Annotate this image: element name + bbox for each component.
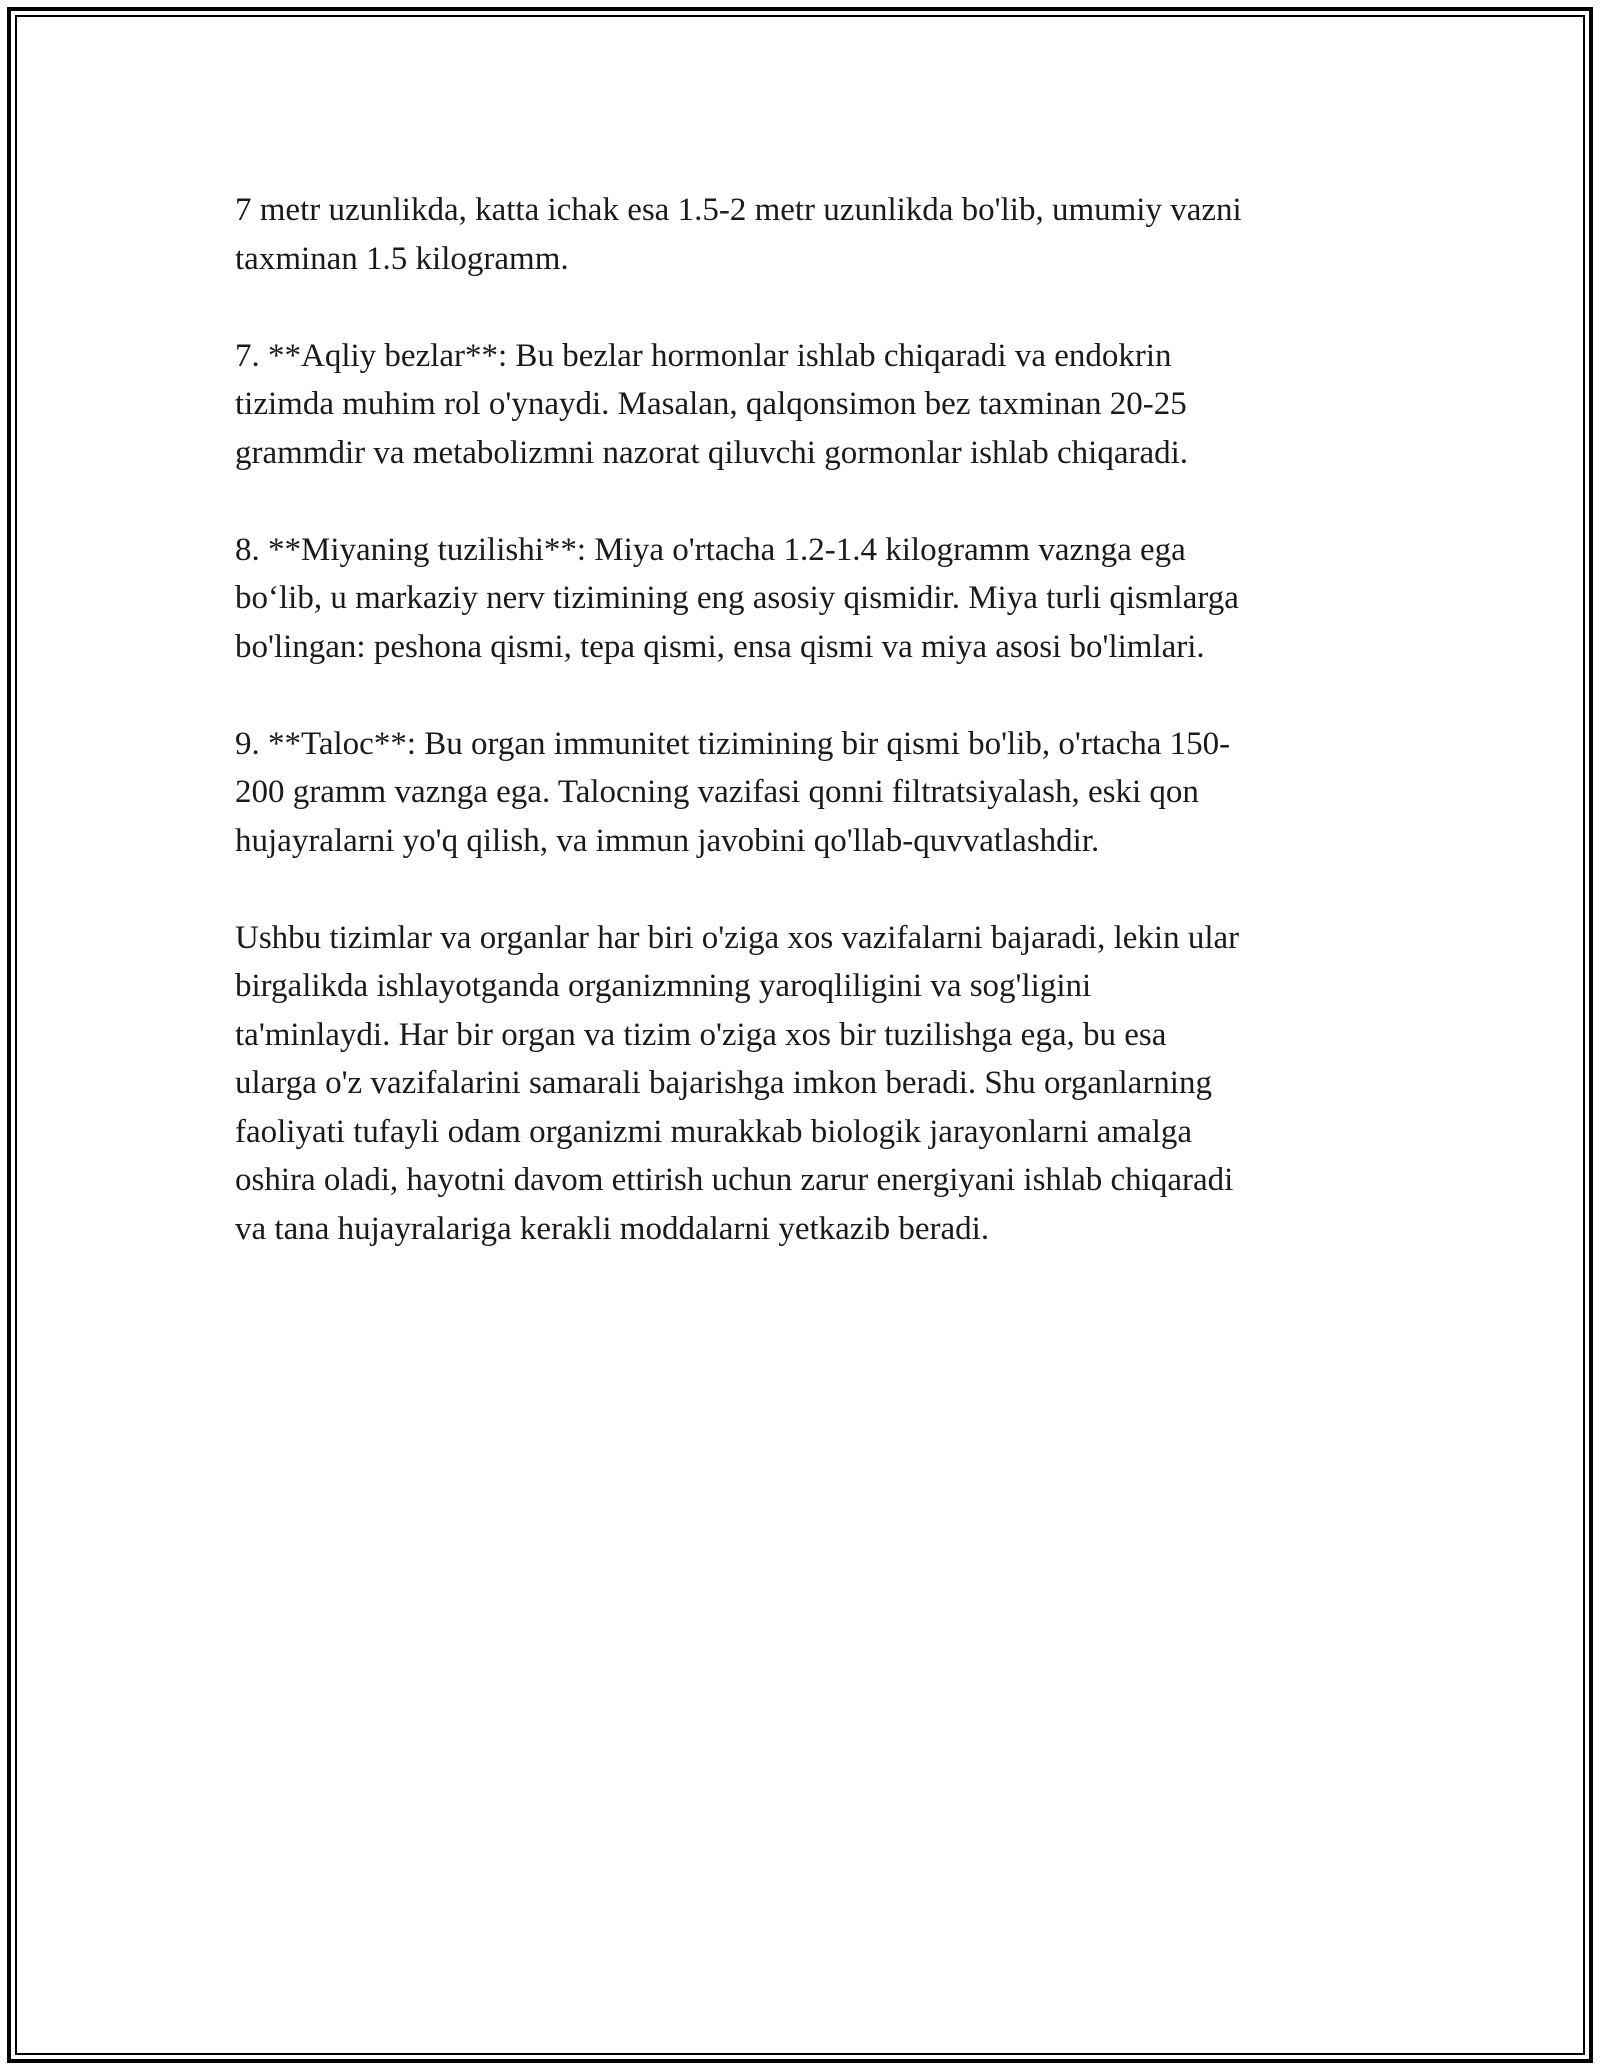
- text-line: tizimda muhim rol o'ynaydi. Masalan, qalqonsimon bez taxminan 20-25: [235, 386, 1187, 422]
- paragraph-item-8: [235, 526, 1380, 672]
- text-line: ularga o'z vazifalarini samarali bajarishga imkon beradi. Shu organlarning: [235, 1065, 1212, 1101]
- paragraph-item-7: [235, 332, 1380, 478]
- text-line: taxminan 1.5 kilogramm.: [235, 240, 569, 277]
- text-line: 7 metr uzunlikda, katta ichak esa 1.5-2 metr uzunlikda bo'lib, umumiy vazni: [235, 192, 1242, 228]
- text-line: grammdir va metabolizmni nazorat qiluvchi gormonlar ishlab chiqaradi.: [235, 434, 1189, 471]
- text-line: faoliyati tufayli odam organizmi murakkab biologik jarayonlarni amalga: [235, 1113, 1193, 1150]
- text-line: bo‘lib, u markaziy nerv tizimining eng asosiy qismidir. Miya turli qismlarga: [235, 580, 1239, 616]
- text-line: 8. **Miyaning tuzilishi**: Miya o'rtacha 1.2-1.4 kilogramm vaznga ega: [235, 531, 1186, 568]
- text-line: Ushbu tizimlar va organlar har biri o'ziga xos vazifalarni bajaradi, lekin ular: [235, 919, 1240, 956]
- document-body: [235, 186, 1380, 1302]
- paragraph-item-9: [235, 720, 1380, 866]
- text-line: 200 gramm vaznga ega. Talocning vazifasi qonni filtratsiyalash, eski qon: [235, 774, 1199, 810]
- text-line: oshira oladi, hayotni davom ettirish uchun zarur energiyani ishlab chiqaradi: [235, 1162, 1234, 1198]
- text-line: bo'lingan: peshona qismi, tepa qismi, ensa qismi va miya asosi bo'limlari.: [235, 628, 1205, 665]
- text-line: 9. **Taloc**: Bu organ immunitet tizimining bir qismi bo'lib, o'rtacha 150-: [235, 725, 1231, 762]
- paragraph-conclusion: [235, 914, 1380, 1254]
- text-line: ta'minlaydi. Har bir organ va tizim o'ziga xos bir tuzilishga ega, bu esa: [235, 1016, 1167, 1053]
- text-line: 7. **Aqliy bezlar**: Bu bezlar hormonlar ishlab chiqaradi va endokrin: [235, 337, 1172, 374]
- paragraph-intestine-continuation: [235, 186, 1380, 283]
- text-line: hujayralarni yo'q qilish, va immun javobini qo'llab-quvvatlashdir.: [235, 822, 1100, 859]
- text-line: va tana hujayralariga kerakli moddalarni yetkazib beradi.: [235, 1210, 990, 1247]
- text-line: birgalikda ishlayotganda organizmning yaroqliligini va sog'ligini: [235, 968, 1092, 1004]
